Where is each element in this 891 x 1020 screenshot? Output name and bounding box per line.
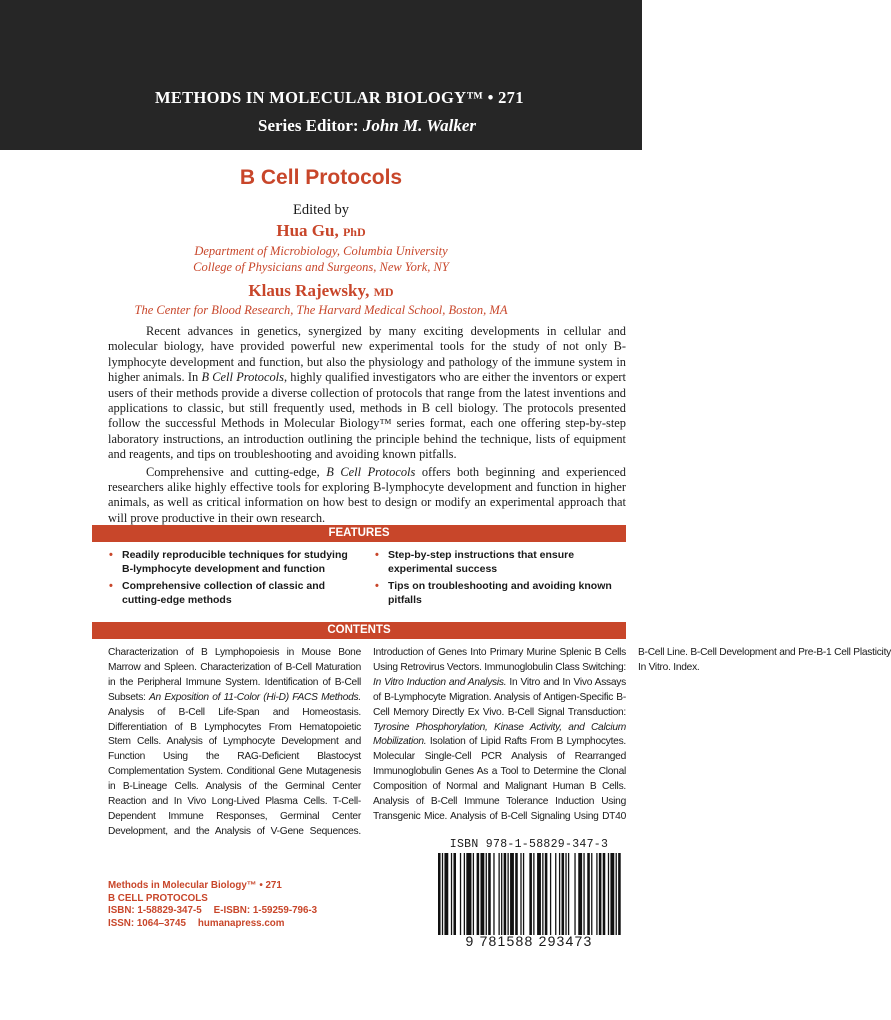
- barcode-bar: [444, 853, 448, 935]
- imprint-issn: ISSN: 1064–3745: [108, 917, 186, 929]
- description-text: offers both beginning and experienced researchers alike highly effective tools for exploring B-lymphocyte development and function in higher animals, as well as critical information on how best to design or modify an experimental approach that will prove productive in their own research.: [108, 464, 626, 525]
- bullet-icon: •: [109, 580, 113, 592]
- feature-text: Tips on troubleshooting and avoiding known pitfalls: [388, 580, 612, 606]
- barcode-bar: [608, 853, 609, 935]
- barcode-bar: [529, 853, 532, 935]
- feature-item: [375, 549, 615, 576]
- barcode-bar: [568, 853, 569, 935]
- editor-2: [0, 281, 642, 301]
- barcode-bar: [550, 853, 551, 935]
- editor-1: [0, 221, 642, 241]
- contents-segment: Isolation of Lipid Rafts From B Lymphocytes. Molecular Single-Cell PCR Analysis of Rearranged Immunoglobulin Genes As a Tool to Determine the Clonal Composition of Normal and Malignant Human B Cells. Analysis of B-Cell Immune Tolerance Induction Using Transgenic Mice. Analysis of B-Cell Signaling Using DT40 B-Cell Line. B-Cell Development and Pre-B-1 Cell Plasticity In Vitro. Index.: [373, 647, 891, 822]
- barcode-bar: [442, 853, 443, 935]
- imprint: [108, 880, 317, 930]
- feature-item: [109, 549, 349, 576]
- barcode-bar: [574, 853, 575, 935]
- bullet-icon: •: [375, 549, 379, 561]
- contents-segment: In Vitro and In Vivo Assays of B-Lymphocyte Migration. Analysis of Antigen-Specific B-Cell Memory Directly Ex Vivo. B-Cell Signal Transduction:: [373, 676, 626, 718]
- barcode-bar: [504, 853, 507, 935]
- editor-1-affiliation-line1: Department of Microbiology, Columbia University: [194, 244, 448, 258]
- barcode-bar: [618, 853, 621, 935]
- barcode-bar: [578, 853, 582, 935]
- editor-1-name: Hua Gu,: [276, 221, 339, 240]
- imprint-title: B CELL PROTOCOLS: [108, 892, 208, 904]
- barcode-bar: [501, 853, 502, 935]
- barcode-bar: [555, 853, 556, 935]
- contents-segment: Analysis of B-Cell Life-Span and Homeostasis. Differentiation of B Lymphocytes From Hematopoietic Stem Cells. Analysis of Lymphocyte Development and Function Using the RAG-Deficient Blastocyst Complementation System. Conditional Gene Mutagenesis in B-Lineage Cells. Analysis of the Germinal Center Reaction and In Vivo Long-Lived Plasma Cells. T-Cell-Dependent Immune Responses, Germinal Center Development, and the Analysis of V-Gene Sequences. Introduction of Genes Into Primary Murine Splenic B Cells Using Retrovirus Vectors. Immunoglobulin Class Switching:: [108, 647, 626, 837]
- barcode-bar: [466, 853, 471, 935]
- barcode-bar: [562, 853, 565, 935]
- description-text: , highly qualified investigators who are either the inventors or expert users of their methods provide a diverse collection of protocols that range from the latest inventions and applications to classic, but still frequently used, methods in B cell biology. The protocols presented follow the successful Methods in Molecular Biology™ series format, each one offering step-by-step laboratory instructions, an introduction outlining the principle behind the technique, lists of equipment and reagents, and tips on troubleshooting and avoiding known pitfalls.: [108, 370, 626, 462]
- barcode-bar: [488, 853, 491, 935]
- contents-segment: Characterization of B Lymphopoiesis in Mouse Bone Marrow and Spleen. Characterization of B-Cell Maturation in the Peripheral Immune System. Identification of B-Cell Subsets:: [108, 647, 361, 703]
- features-list-right: [375, 549, 615, 611]
- barcode-bar: [533, 853, 534, 935]
- barcode-bar: [515, 853, 518, 935]
- imprint-issn-row: [108, 918, 317, 931]
- series-editor-label: Series Editor:: [258, 116, 359, 135]
- barcode-bar: [523, 853, 524, 935]
- barcode-bar: [451, 853, 452, 935]
- barcode-bar: [610, 853, 614, 935]
- edited-by: Edited by: [293, 202, 349, 218]
- feature-item: [375, 580, 615, 607]
- barcode-bar: [587, 853, 590, 935]
- feature-text: Readily reproducible techniques for studying B-lymphocyte development and function: [122, 549, 348, 575]
- barcode-bar: [583, 853, 584, 935]
- feature-item: [109, 580, 349, 607]
- barcode-bar: [559, 853, 560, 935]
- description-book-title: B Cell Protocols: [201, 370, 284, 385]
- barcode-bar: [438, 853, 441, 935]
- editor-1-affiliation-line2: College of Physicians and Surgeons, New York, NY: [193, 260, 449, 274]
- editor-2-affiliation: The Center for Blood Research, The Harvard Medical School, Boston, MA: [134, 303, 508, 317]
- feature-text: Step-by-step instructions that ensure experimental success: [388, 549, 575, 575]
- description-paragraph-2: [108, 465, 626, 527]
- barcode-bar: [537, 853, 541, 935]
- contents-italic: An Exposition of 11-Color (Hi-D) FACS Methods.: [149, 691, 361, 703]
- description-text: Comprehensive and cutting-edge,: [146, 464, 327, 479]
- barcode-bar: [565, 853, 566, 935]
- book-title: B Cell Protocols: [239, 166, 403, 189]
- barcode-bar: [507, 853, 508, 935]
- series-editor-name: John M. Walker: [362, 116, 477, 135]
- barcode-bar: [510, 853, 514, 935]
- barcode-digits: 9 781588 293473: [465, 933, 593, 949]
- editor-2-name: Klaus Rajewsky,: [248, 281, 370, 300]
- barcode-bar: [486, 853, 487, 935]
- barcode-bar: [599, 853, 602, 935]
- imprint-isbn-row: [108, 905, 317, 918]
- barcode-bar: [545, 853, 548, 935]
- description-paragraph-1: [108, 324, 626, 463]
- barcode-bar: [473, 853, 474, 935]
- editor-2-degree: MD: [373, 285, 394, 299]
- contents-text: [108, 646, 891, 842]
- feature-text: Comprehensive collection of classic and cutting-edge methods: [122, 580, 326, 606]
- description-book-title: B Cell Protocols: [326, 464, 416, 479]
- imprint-series: Methods in Molecular Biology™ • 271: [108, 880, 282, 891]
- barcode-isbn: ISBN 978-1-58829-347-3: [449, 838, 609, 851]
- barcode-bar: [460, 853, 461, 935]
- barcode-bar: [596, 853, 597, 935]
- barcode-bars: [438, 853, 622, 935]
- book-description: [108, 324, 626, 528]
- barcode-bar: [453, 853, 456, 935]
- barcode-bar: [603, 853, 606, 935]
- barcode-bar: [520, 853, 521, 935]
- description-text: Recent advances in genetics, synergized by many exciting developments in cellular and molecular biology, have provided powerful new experimental tools for the study of not only B-lymphocyte development and function, but also the physiology and pathology of the immune system in higher animals. In: [108, 324, 626, 385]
- features-list-left: [109, 549, 349, 611]
- barcode-bar: [464, 853, 465, 935]
- barcode-bar: [542, 853, 543, 935]
- barcode-bar: [616, 853, 617, 935]
- series-title: METHODS IN MOLECULAR BIOLOGY™ • 271: [155, 88, 524, 107]
- contents-italic: Tyrosine Phosphorylation, Kinase Activity, and Calcium Mobilization.: [373, 721, 626, 748]
- barcode-bar: [480, 853, 484, 935]
- bullet-icon: •: [375, 580, 379, 592]
- series-header: [0, 0, 642, 150]
- imprint-isbn: ISBN: 1-58829-347-5: [108, 905, 202, 916]
- series-editor: [258, 116, 476, 136]
- barcode-bar: [493, 853, 494, 935]
- barcode-bar: [498, 853, 499, 935]
- barcode: [432, 838, 626, 953]
- features-heading: FEATURES: [92, 525, 626, 542]
- imprint-eisbn: E-ISBN: 1-59259-796-3: [213, 905, 318, 916]
- barcode-bar: [477, 853, 480, 935]
- editor-1-degree: PhD: [342, 225, 366, 239]
- bullet-icon: •: [109, 549, 113, 561]
- imprint-site: humanapress.com: [197, 917, 285, 929]
- contents-italic: In Vitro Induction and Analysis.: [373, 676, 507, 688]
- barcode-bar: [591, 853, 592, 935]
- contents-heading: CONTENTS: [92, 622, 626, 639]
